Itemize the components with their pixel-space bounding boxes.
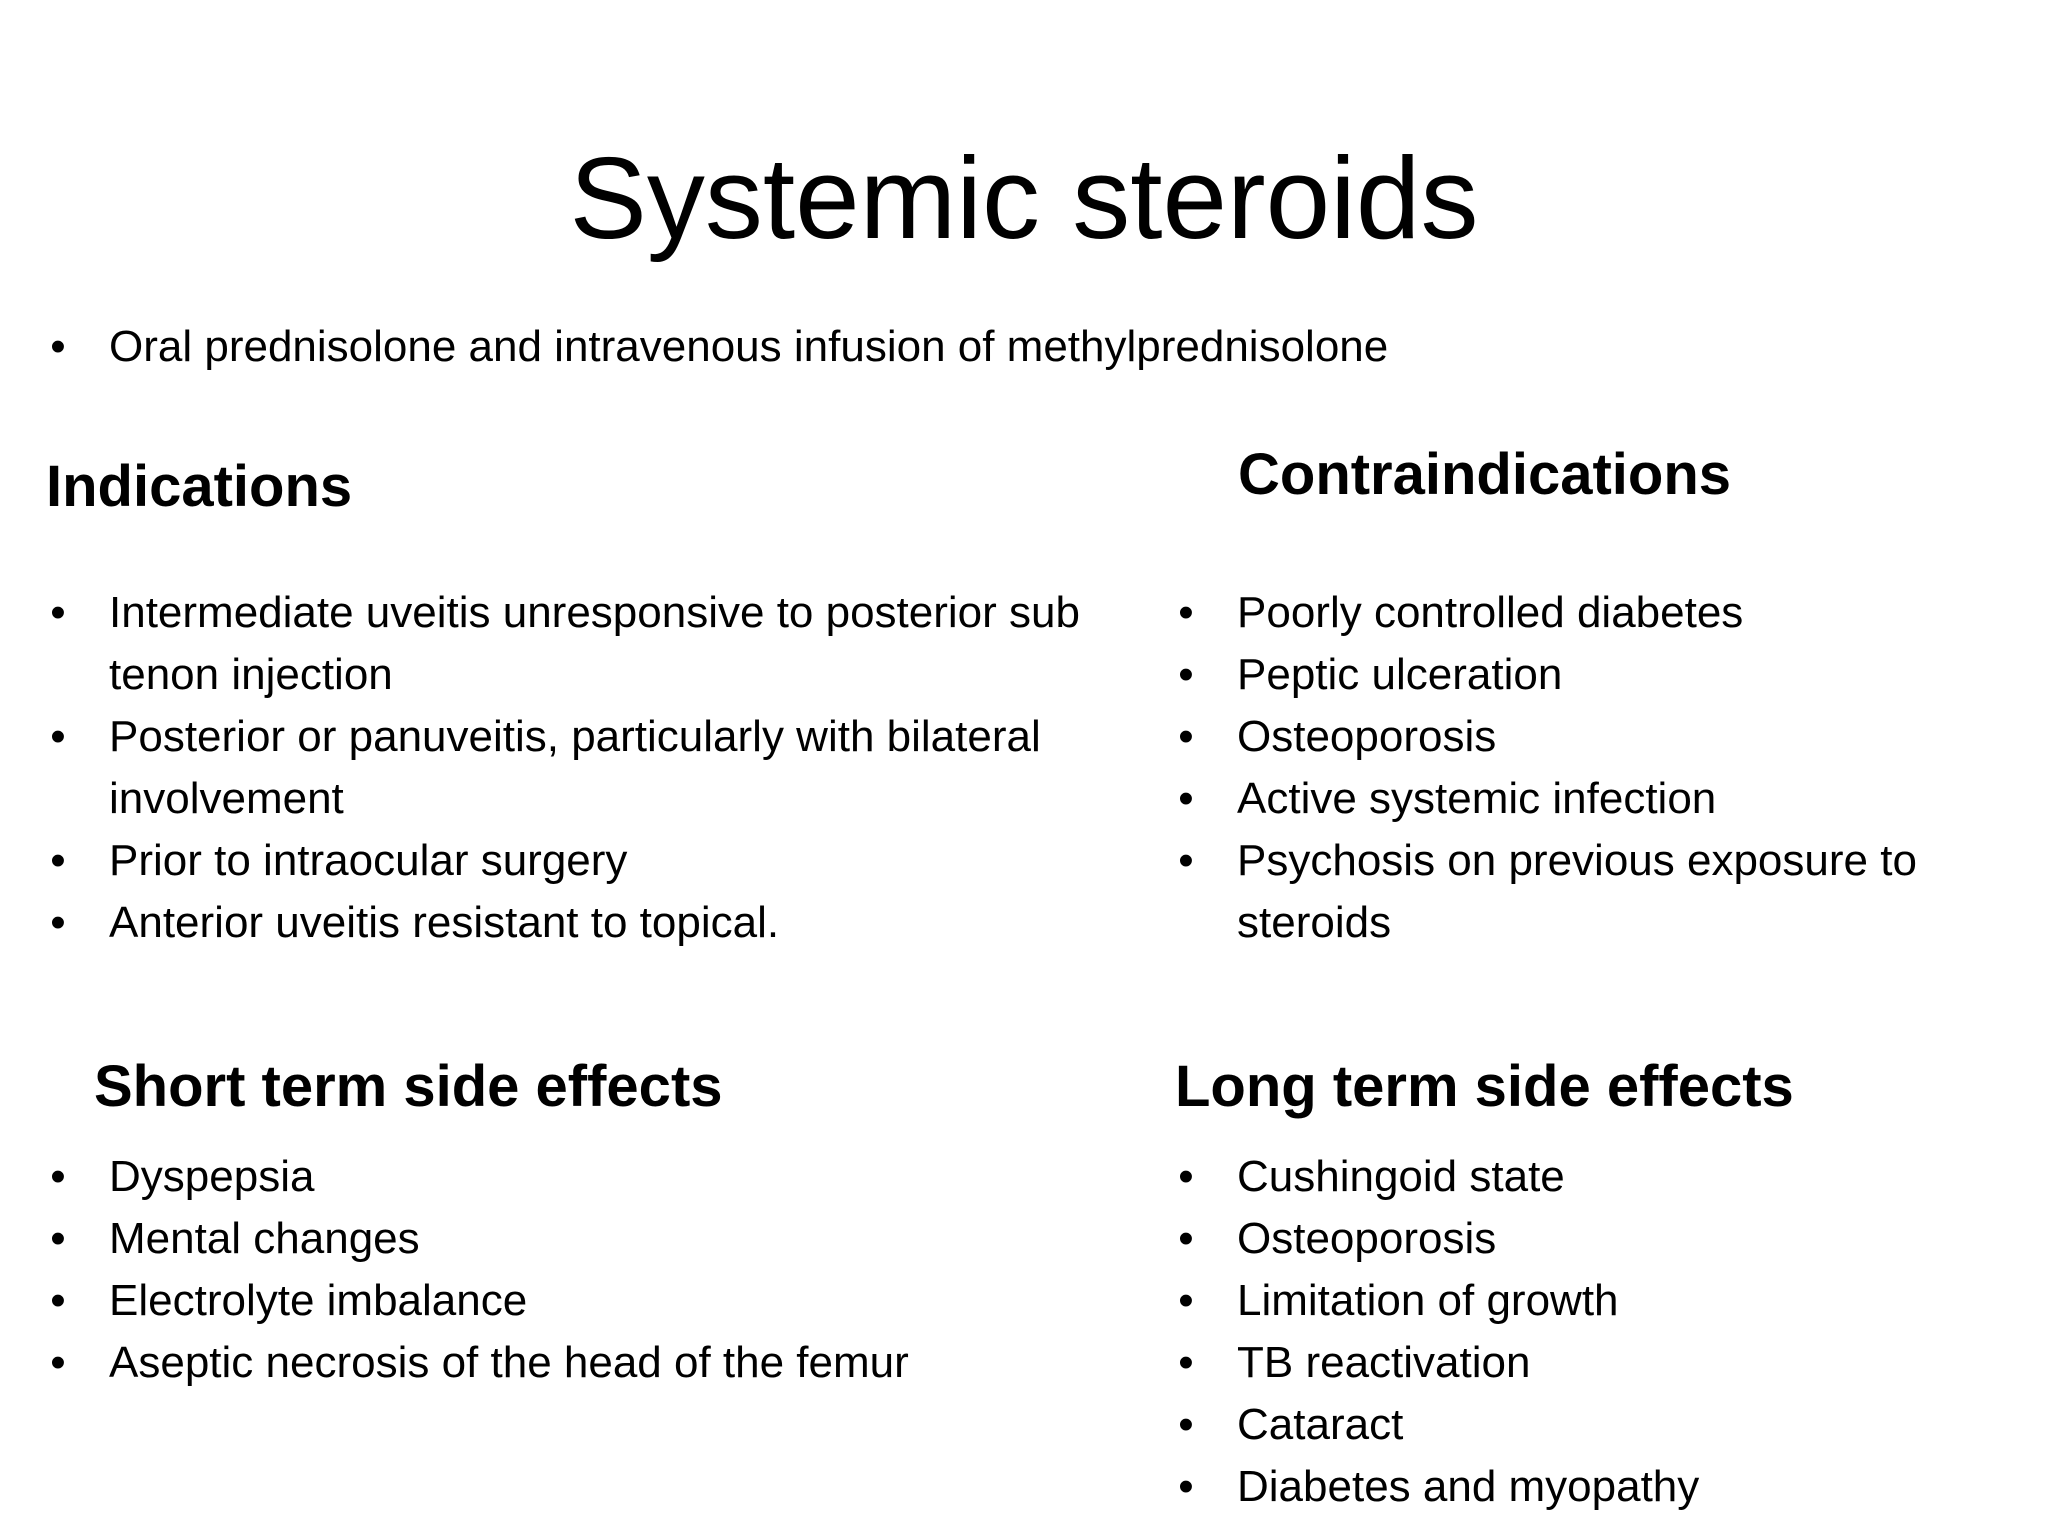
contraindication-item-text: Poorly controlled diabetes <box>1237 588 1744 637</box>
bullet-icon: • <box>50 588 66 637</box>
contraindications-heading: Contraindications <box>1238 442 1732 507</box>
long-term-item <box>1171 1146 2031 1208</box>
short-term-item <box>43 1270 1103 1332</box>
indication-item <box>43 892 1103 954</box>
long-term-heading: Long term side effects <box>1175 1054 1794 1119</box>
indication-item-text: Posterior or panuveitis, particularly with bilateral involvement <box>109 712 1041 823</box>
short-term-item-text: Electrolyte imbalance <box>109 1276 528 1325</box>
bullet-icon: • <box>1178 650 1194 699</box>
intro-item-text: Oral prednisolone and intravenous infusion of methylprednisolone <box>109 322 1389 371</box>
contraindication-item <box>1171 644 2031 706</box>
bullet-icon: • <box>1178 774 1194 823</box>
contraindications-list <box>1171 582 2031 954</box>
short-term-item-text: Aseptic necrosis of the head of the femur <box>109 1338 909 1387</box>
bullet-icon: • <box>1178 1276 1194 1325</box>
indication-item-text: Prior to intraocular surgery <box>109 836 628 885</box>
intro-list <box>43 316 1943 378</box>
short-term-item <box>43 1332 1103 1394</box>
long-term-item-text: TB reactivation <box>1237 1338 1531 1387</box>
long-term-list <box>1171 1146 2031 1518</box>
long-term-item <box>1171 1270 2031 1332</box>
bullet-icon: • <box>50 1276 66 1325</box>
indication-item-text: Anterior uveitis resistant to topical. <box>109 898 780 947</box>
long-term-item <box>1171 1394 2031 1456</box>
contraindication-item <box>1171 582 2031 644</box>
bullet-icon: • <box>50 1152 66 1201</box>
short-term-item <box>43 1208 1103 1270</box>
long-term-item <box>1171 1456 2031 1518</box>
contraindication-item-text: Osteoporosis <box>1237 712 1497 761</box>
bullet-icon: • <box>50 322 66 371</box>
contraindication-item <box>1171 830 2031 954</box>
bullet-icon: • <box>50 712 66 761</box>
bullet-icon: • <box>1178 1462 1194 1511</box>
short-term-list <box>43 1146 1103 1394</box>
long-term-item-text: Limitation of growth <box>1237 1276 1619 1325</box>
bullet-icon: • <box>1178 712 1194 761</box>
bullet-icon: • <box>50 898 66 947</box>
slide-title: Systemic steroids <box>569 133 1479 263</box>
long-term-item-text: Cushingoid state <box>1237 1152 1565 1201</box>
long-term-item <box>1171 1332 2031 1394</box>
bullet-icon: • <box>50 1214 66 1263</box>
contraindication-item-text: Psychosis on previous exposure to steroids <box>1237 836 1917 947</box>
contraindication-item-text: Peptic ulceration <box>1237 650 1563 699</box>
short-term-item <box>43 1146 1103 1208</box>
bullet-icon: • <box>1178 836 1194 885</box>
indications-heading: Indications <box>46 454 353 519</box>
indications-list <box>43 582 1103 954</box>
bullet-icon: • <box>1178 588 1194 637</box>
long-term-item <box>1171 1208 2031 1270</box>
bullet-icon: • <box>50 836 66 885</box>
contraindication-item <box>1171 706 2031 768</box>
bullet-icon: • <box>50 1338 66 1387</box>
bullet-icon: • <box>1178 1400 1194 1449</box>
indication-item <box>43 706 1103 830</box>
long-term-item-text: Diabetes and myopathy <box>1237 1462 1700 1511</box>
bullet-icon: • <box>1178 1214 1194 1263</box>
indication-item <box>43 582 1103 706</box>
bullet-icon: • <box>1178 1152 1194 1201</box>
bullet-icon: • <box>1178 1338 1194 1387</box>
indication-item <box>43 830 1103 892</box>
contraindication-item-text: Active systemic infection <box>1237 774 1717 823</box>
long-term-item-text: Cataract <box>1237 1400 1404 1449</box>
contraindication-item <box>1171 768 2031 830</box>
short-term-item-text: Mental changes <box>109 1214 420 1263</box>
indication-item-text: Intermediate uveitis unresponsive to posterior sub tenon injection <box>109 588 1080 699</box>
long-term-item-text: Osteoporosis <box>1237 1214 1497 1263</box>
short-term-heading: Short term side effects <box>94 1054 723 1119</box>
short-term-item-text: Dyspepsia <box>109 1152 315 1201</box>
intro-item <box>43 316 1943 378</box>
